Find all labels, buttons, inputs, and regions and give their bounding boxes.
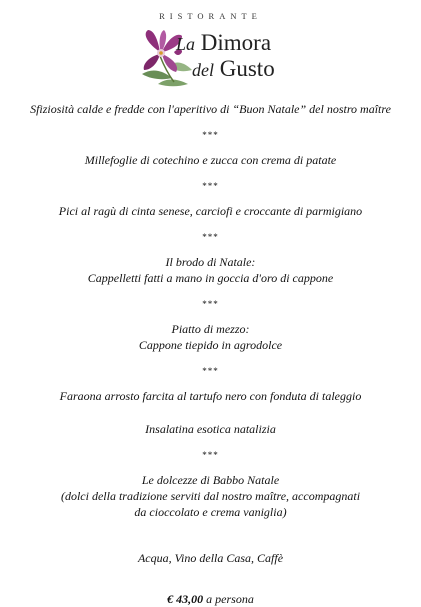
- menu-separator: ***: [202, 450, 219, 460]
- logo-name-line1: [176, 30, 271, 56]
- menu-course-1: Sfiziosità calde e fredde con l'aperitivo di “Buon Natale” del nostro maître: [30, 102, 391, 116]
- logo-word-del: del: [192, 60, 214, 80]
- menu-price-suffix: a persona: [206, 592, 254, 606]
- menu-course-5-desc: Cappone tiepido in agrodolce: [138, 338, 283, 352]
- menu-course-8-desc-2: da cioccolato e crema vaniglia): [134, 505, 287, 519]
- logo-word-la: La: [176, 34, 196, 54]
- menu-separator: ***: [202, 181, 219, 191]
- logo-ristorante-label: RISTORANTE: [159, 11, 262, 21]
- menu-price-value: € 43,00: [167, 592, 204, 606]
- menu-course-8-title: Le dolcezze di Babbo Natale: [141, 473, 280, 487]
- menu-course-3: Pici al ragù di cinta senese, carciofi e croccante di parmigiano: [58, 204, 363, 218]
- menu-separator: ***: [202, 130, 219, 140]
- logo-word-dimora: Dimora: [200, 30, 272, 55]
- menu-course-2: Millefoglie di cotechino e zucca con crema di patate: [84, 153, 337, 167]
- menu-separator: ***: [202, 232, 219, 242]
- logo-word-gusto: Gusto: [219, 56, 275, 81]
- menu-drinks: Acqua, Vino della Casa, Caffè: [137, 551, 284, 565]
- menu-course-7: Insalatina esotica natalizia: [145, 422, 276, 436]
- menu-course-8-desc-1: (dolci della tradizione serviti dal nostro maître, accompagnati: [60, 489, 361, 503]
- menu-course-5-title: Piatto di mezzo:: [171, 322, 250, 336]
- menu-price: [0, 591, 421, 607]
- menu-separator: ***: [202, 299, 219, 309]
- restaurant-logo: [0, 8, 421, 88]
- menu-course-4-desc: Cappelletti fatti a mano in goccia d'oro di cappone: [87, 271, 334, 285]
- menu-course-6: Faraona arrosto farcita al tartufo nero con fonduta di taleggio: [59, 389, 362, 403]
- logo-name-line2: [192, 56, 275, 82]
- menu-list: [0, 101, 421, 607]
- menu-course-4-title: Il brodo di Natale:: [165, 255, 256, 269]
- menu-separator: ***: [202, 366, 219, 376]
